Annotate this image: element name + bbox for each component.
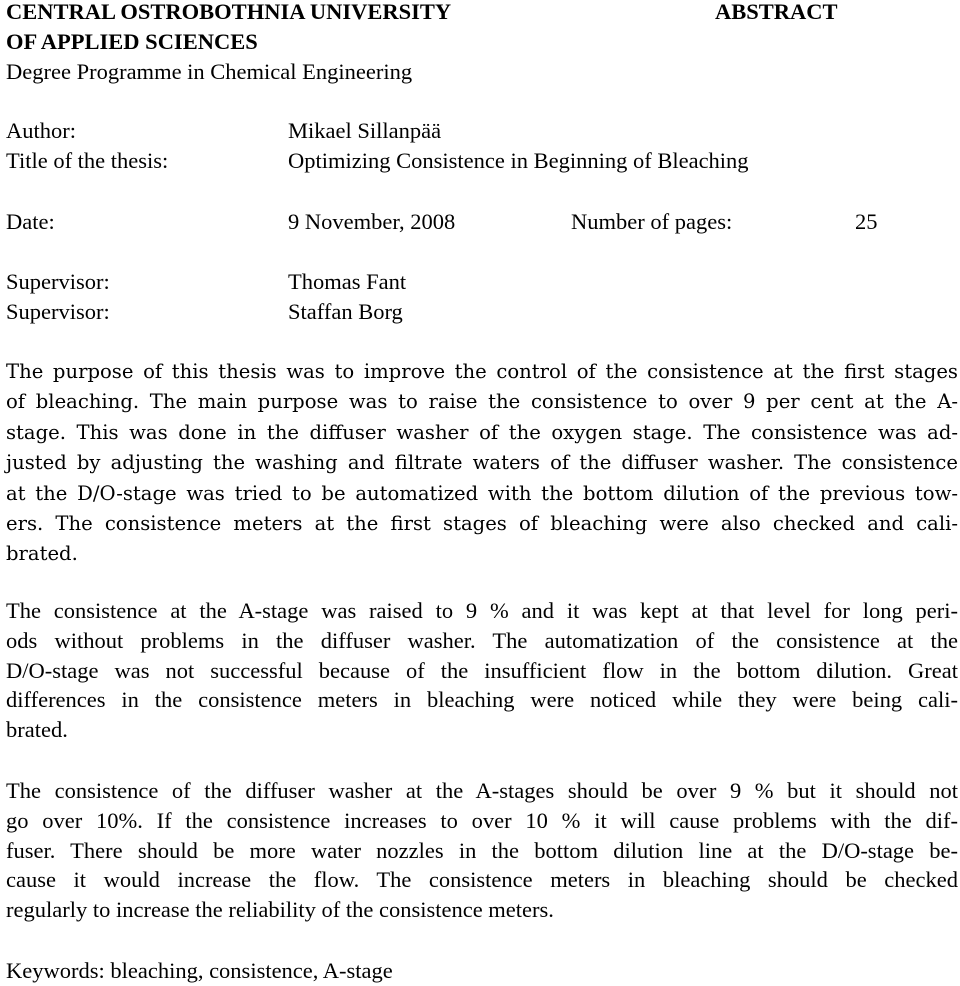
paragraph-line: go over 10%. If the consistence increases to over 10 % it will cause problems with the dif- [6,807,958,833]
paragraph-line: brated. [6,542,78,566]
paragraph-line: D/O-stage was not successful because of the insufficient flow in the bottom dilution. Great [6,657,958,683]
paragraph-line: cause it would increase the flow. The consistence meters in bleaching should be checked [6,867,958,893]
date-label: Date: [6,209,55,234]
paragraph-line: The consistence at the A-stage was raised to 9 % and it was kept at that level for long peri- [6,598,958,623]
supervisor-2-label: Supervisor: [6,299,110,324]
degree-programme: Degree Programme in Chemical Engineering [6,59,413,84]
pages-label: Number of pages: [571,209,733,234]
keywords: Keywords: bleaching, consistence, A-stage [6,958,393,983]
paragraph-line: The consistence of the diffuser washer at the A-stages should be over 9 % but it should not [6,778,958,803]
author-label: Author: [6,118,76,143]
supervisor-2-value: Staffan Borg [288,299,403,324]
paragraph-line: differences in the consistence meters in bleaching were noticed while they were being cali- [6,687,958,713]
paragraph-line: ods without problems in the diffuser washer. The automatization of the consistence at the [6,627,958,653]
thesis-title-value: Optimizing Consistence in Beginning of Bleaching [288,148,749,173]
paragraph-line: stage. This was done in the diffuser washer of the oxygen stage. The consistence was ad- [6,420,958,444]
paragraph-line: ers. The consistence meters at the first stages of bleaching were also checked and cali- [6,511,958,535]
author-value: Mikael Sillanpää [288,118,442,143]
paragraph-line: at the D/O-stage was tried to be automatized with the bottom dilution of the previous tow- [6,481,958,505]
paragraph-line: justed by adjusting the washing and filtrate waters of the diffuser washer. The consistence [6,451,958,475]
date-value: 9 November, 2008 [288,209,456,234]
university-name-line2: OF APPLIED SCIENCES [6,29,258,54]
document-type-heading: ABSTRACT [715,0,838,24]
paragraph-line: The purpose of this thesis was to improve the control of the consistence at the first stages [6,360,958,383]
supervisor-1-label: Supervisor: [6,269,110,294]
university-name-line1: CENTRAL OSTROBOTHNIA UNIVERSITY [6,0,452,24]
pages-value: 25 [855,209,878,234]
abstract-paragraph-2 [6,596,958,745]
paragraph-line: brated. [6,717,68,743]
paragraph-line: regularly to increase the reliability of the consistence meters. [6,897,554,923]
abstract-paragraph-3 [6,776,958,925]
abstract-paragraph-1 [6,357,958,570]
paragraph-line: fuser. There should be more water nozzles in the bottom dilution line at the D/O-stage be- [6,837,958,863]
supervisor-1-value: Thomas Fant [288,269,407,294]
paragraph-line: of bleaching. The main purpose was to raise the consistence to over 9 per cent at the A- [6,390,958,414]
thesis-title-label: Title of the thesis: [6,148,169,173]
